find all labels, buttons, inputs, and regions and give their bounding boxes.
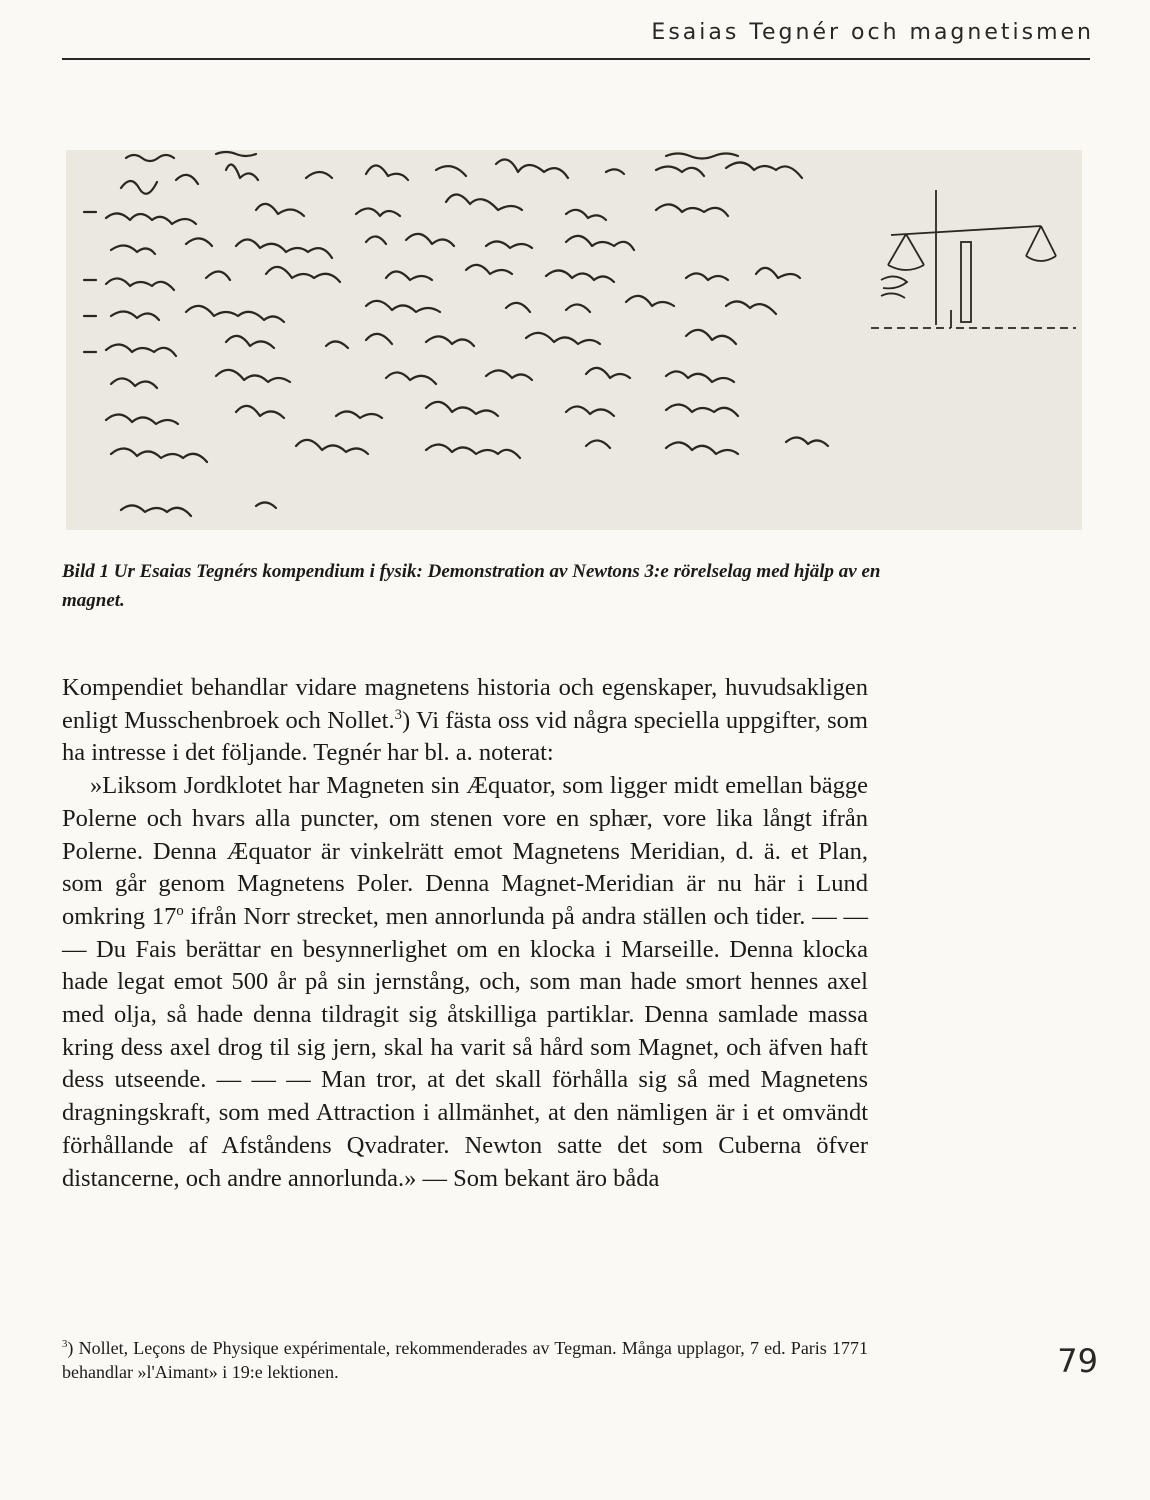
- paragraph-1: [62, 672, 868, 770]
- header-rule: [62, 58, 1090, 60]
- handwritten-manuscript-icon: [66, 150, 1082, 530]
- footnote-marker: 3: [62, 1338, 68, 1350]
- footnote-reference: 3: [394, 706, 402, 723]
- degree-sign: o: [176, 902, 184, 919]
- quotation-paragraph: [62, 770, 868, 1195]
- footnote: [62, 1336, 868, 1384]
- caption-text: Ur Esaias Tegnérs kompendium i fysik: Demonstration av Newtons 3:e rörelselag med hjälp av en magnet.: [62, 561, 881, 611]
- footnote-text: ) Nollet, Leçons de Physique expérimentale, rekommenderades av Tegman. Många upplagor, 7 ed. Paris 1771 behandlar »l'Aimant» i 19:e lektionen.: [62, 1338, 868, 1382]
- body-text: [62, 672, 868, 1195]
- manuscript-figure: [66, 150, 1082, 530]
- paragraph-1-continuation: ) Vi fästa oss vid några speciella uppgifter, som ha intresse i det följande. Tegnér har bl. a. noterat:: [62, 706, 868, 767]
- quotation-part-a: »Liksom Jordklotet har Magneten sin Æquator, som ligger midt emellan bägge Polerne och hvars alla puncter, om stenen vore en sphær, vore lika långt ifrån Polerne. Denna Æquator är vinkelrätt emot Magnetens Meridian, d. ä. et Plan, som går genom Magnetens Poler. Denna Magnet-Meridian är nu här i Lund omkring 17: [62, 772, 868, 930]
- caption-label: Bild 1: [62, 561, 109, 582]
- quotation-part-b: ifrån Norr strecket, men annorlunda på andra ställen och tider. — — — Du Fais berättar en besynnerlighet om en klocka i Marseille. Denna klocka hade legat emot 500 år på sin jernstång, och, som man hade smort hennes axel med olja, så hade denna tildragit sig åtskilliga partiklar. Denna samlade massa kring dess axel drog til sig jern, skal ha varit så hård som Magnet, och äfven haft dess utseende. — — — Man tror, at det skall förhålla sig så med Magnetens dragningskraft, som med Attraction i allmänhet, at den nämligen är i et omvändt förhållande af Afståndens Qvadrater. Newton satte det som Cuberna öfver distancerne, och andre annorlunda.» — Som bekant äro båda: [62, 902, 868, 1192]
- running-title: Esaias Tegnér och magnetismen: [651, 20, 1094, 45]
- paragraph-1-text: Kompendiet behandlar vidare magnetens historia och egenskaper, huvudsakligen enligt Musschenbroek och Nollet.: [62, 674, 868, 734]
- page-number: 79: [1057, 1342, 1098, 1380]
- figure-caption: [62, 557, 882, 615]
